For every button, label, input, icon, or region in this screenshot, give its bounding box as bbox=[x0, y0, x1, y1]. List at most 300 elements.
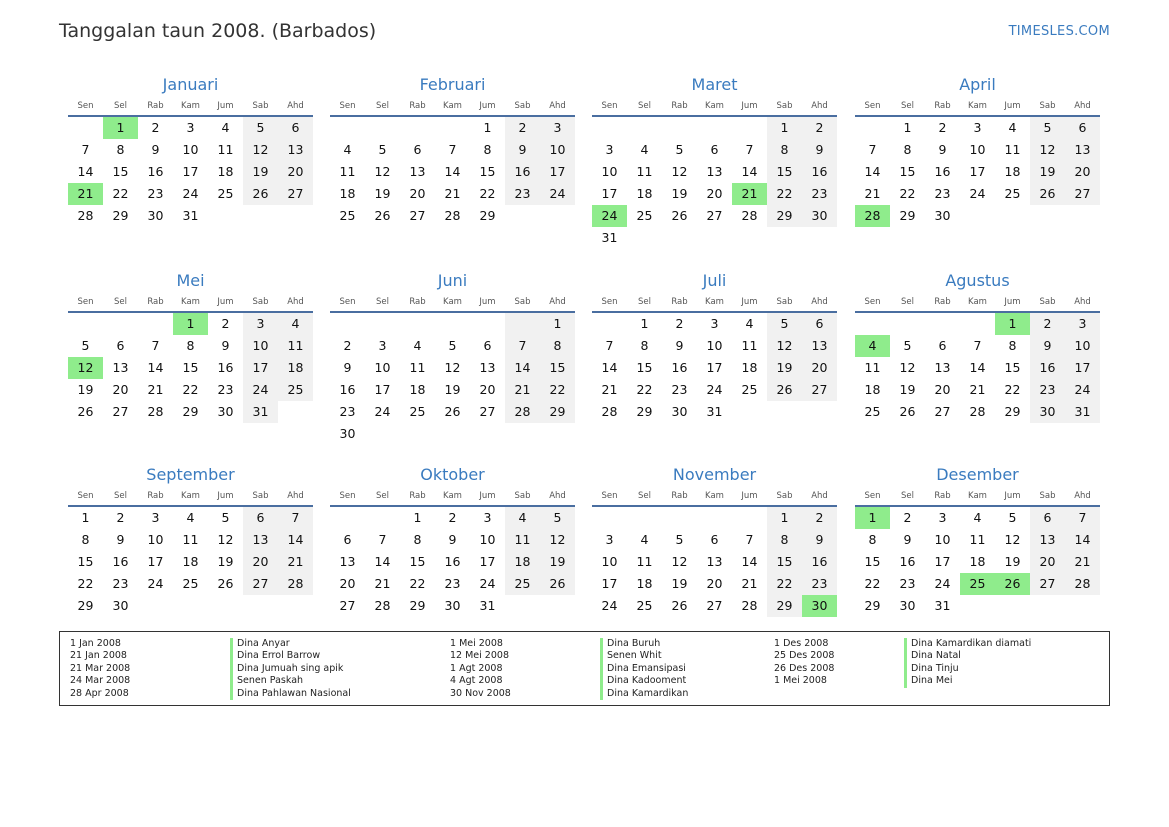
day-cell: 4 bbox=[186, 510, 195, 525]
holiday-legend bbox=[59, 631, 1110, 706]
day-cell: 31 bbox=[934, 598, 951, 613]
day-cell: 3 bbox=[186, 120, 195, 135]
weekday-label: Rab bbox=[934, 101, 951, 111]
empty-cell bbox=[767, 401, 802, 423]
day-cell: 3 bbox=[378, 338, 387, 353]
day-cell: 27 bbox=[706, 598, 723, 613]
empty-cell bbox=[627, 507, 662, 529]
empty-cell bbox=[400, 117, 435, 139]
empty-cell bbox=[732, 401, 767, 423]
month-name: November bbox=[672, 465, 757, 484]
weekday-label: Rab bbox=[671, 297, 688, 307]
day-cell: 10 bbox=[479, 532, 496, 547]
day-cell: 11 bbox=[864, 360, 881, 375]
site-link[interactable]: TIMESLES.COM bbox=[1008, 24, 1110, 39]
day-cell: 15 bbox=[1004, 360, 1021, 375]
day-cell: 25 bbox=[278, 379, 313, 401]
holiday-day-cell: 25 bbox=[960, 573, 995, 595]
day-cell: 29 bbox=[182, 404, 199, 419]
day-cell: 16 bbox=[339, 382, 356, 397]
day-cell: 19 bbox=[1030, 161, 1065, 183]
legend-holiday-name: Dina Pahlawan Nasional bbox=[230, 688, 351, 700]
day-cell: 11 bbox=[505, 529, 540, 551]
day-cell: 18 bbox=[339, 186, 356, 201]
empty-cell bbox=[802, 227, 837, 249]
day-cell: 15 bbox=[864, 554, 881, 569]
legend-holiday-name: Dina Kamardikan diamati bbox=[904, 638, 1031, 650]
day-cell: 18 bbox=[636, 186, 653, 201]
empty-cell bbox=[802, 401, 837, 423]
day-cell: 9 bbox=[903, 532, 912, 547]
weekday-label: Sel bbox=[376, 491, 389, 501]
weekday-label: Rab bbox=[147, 491, 164, 501]
weekday-label: Sab bbox=[1039, 101, 1056, 111]
day-cell: 10 bbox=[540, 139, 575, 161]
day-cell: 1 bbox=[767, 117, 802, 139]
day-cell: 12 bbox=[1004, 532, 1021, 547]
weekday-label: Sel bbox=[901, 297, 914, 307]
holiday-day-cell: 4 bbox=[855, 335, 890, 357]
empty-cell bbox=[173, 595, 208, 617]
day-cell: 2 bbox=[116, 510, 125, 525]
day-cell: 23 bbox=[339, 404, 356, 419]
weekday-header bbox=[592, 295, 837, 313]
day-cell: 31 bbox=[243, 401, 278, 423]
day-cell: 11 bbox=[741, 338, 758, 353]
empty-cell bbox=[1030, 205, 1065, 227]
weekday-label: Ahd bbox=[287, 491, 304, 501]
day-cell: 6 bbox=[710, 532, 719, 547]
month-name: September bbox=[146, 465, 235, 484]
weekday-label: Sen bbox=[77, 491, 94, 501]
month-name: Desember bbox=[936, 465, 1019, 484]
day-cell: 8 bbox=[903, 142, 912, 157]
day-cell: 24 bbox=[147, 576, 164, 591]
day-cell: 4 bbox=[505, 507, 540, 529]
day-cell: 5 bbox=[675, 532, 684, 547]
day-cell: 14 bbox=[374, 554, 391, 569]
weekday-label: Sab bbox=[776, 297, 793, 307]
day-cell: 11 bbox=[182, 532, 199, 547]
empty-cell bbox=[365, 507, 400, 529]
day-cell: 26 bbox=[671, 598, 688, 613]
day-grid bbox=[592, 313, 837, 423]
empty-cell bbox=[995, 595, 1030, 617]
holiday-day-cell: 21 bbox=[68, 183, 103, 205]
day-cell: 24 bbox=[706, 382, 723, 397]
empty-cell bbox=[103, 313, 138, 335]
day-cell: 15 bbox=[767, 161, 802, 183]
legend-date-column bbox=[450, 638, 511, 700]
empty-cell bbox=[732, 227, 767, 249]
weekday-label: Sel bbox=[638, 297, 651, 307]
legend-date: 1 Mei 2008 bbox=[774, 675, 827, 687]
day-cell: 19 bbox=[540, 551, 575, 573]
day-cell: 10 bbox=[182, 142, 199, 157]
day-cell: 29 bbox=[767, 595, 802, 617]
day-cell: 13 bbox=[479, 360, 496, 375]
day-cell: 28 bbox=[741, 208, 758, 223]
day-cell: 3 bbox=[973, 120, 982, 135]
legend-date-column bbox=[70, 638, 130, 700]
day-cell: 27 bbox=[706, 208, 723, 223]
day-cell: 7 bbox=[151, 338, 160, 353]
day-cell: 22 bbox=[409, 576, 426, 591]
weekday-label: Rab bbox=[409, 297, 426, 307]
day-cell: 31 bbox=[706, 404, 723, 419]
day-cell: 31 bbox=[479, 598, 496, 613]
month-name: Mei bbox=[176, 271, 205, 290]
day-cell: 19 bbox=[243, 161, 278, 183]
empty-cell bbox=[592, 507, 627, 529]
day-cell: 21 bbox=[444, 186, 461, 201]
day-cell: 7 bbox=[868, 142, 877, 157]
month-name: Oktober bbox=[420, 465, 485, 484]
day-cell: 15 bbox=[540, 357, 575, 379]
weekday-label: Sab bbox=[1039, 491, 1056, 501]
weekday-header bbox=[68, 489, 313, 507]
day-cell: 21 bbox=[1065, 551, 1100, 573]
day-cell: 10 bbox=[374, 360, 391, 375]
day-cell: 17 bbox=[969, 164, 986, 179]
day-cell: 17 bbox=[182, 164, 199, 179]
day-cell: 8 bbox=[81, 532, 90, 547]
weekday-header bbox=[68, 99, 313, 117]
month-name: Februari bbox=[419, 75, 486, 94]
day-cell: 13 bbox=[243, 529, 278, 551]
empty-cell bbox=[732, 507, 767, 529]
day-cell: 19 bbox=[671, 576, 688, 591]
day-cell: 27 bbox=[1065, 183, 1100, 205]
empty-cell bbox=[540, 595, 575, 617]
weekday-label: Sen bbox=[339, 101, 356, 111]
day-cell: 7 bbox=[745, 142, 754, 157]
day-cell: 17 bbox=[479, 554, 496, 569]
day-cell: 11 bbox=[636, 164, 653, 179]
day-grid bbox=[68, 313, 313, 423]
day-cell: 28 bbox=[1065, 573, 1100, 595]
weekday-label: Rab bbox=[147, 297, 164, 307]
day-cell: 12 bbox=[671, 554, 688, 569]
empty-cell bbox=[662, 507, 697, 529]
weekday-label: Jum bbox=[479, 297, 496, 307]
day-cell: 5 bbox=[1008, 510, 1017, 525]
day-cell: 29 bbox=[899, 208, 916, 223]
weekday-label: Sel bbox=[376, 297, 389, 307]
day-cell: 13 bbox=[934, 360, 951, 375]
day-cell: 3 bbox=[710, 316, 719, 331]
day-cell: 9 bbox=[802, 139, 837, 161]
day-cell: 14 bbox=[741, 554, 758, 569]
weekday-label: Kam bbox=[443, 491, 462, 501]
empty-cell bbox=[435, 313, 470, 335]
day-cell: 29 bbox=[479, 208, 496, 223]
empty-cell bbox=[1065, 595, 1100, 617]
day-cell: 23 bbox=[1030, 379, 1065, 401]
day-cell: 6 bbox=[243, 507, 278, 529]
day-cell: 15 bbox=[409, 554, 426, 569]
day-cell: 5 bbox=[903, 338, 912, 353]
empty-cell bbox=[505, 423, 540, 445]
weekday-label: Ahd bbox=[811, 101, 828, 111]
month-maret bbox=[592, 74, 837, 249]
day-cell: 20 bbox=[802, 357, 837, 379]
holiday-day-cell: 26 bbox=[995, 573, 1030, 595]
day-cell: 17 bbox=[934, 554, 951, 569]
month-agustus bbox=[855, 270, 1100, 423]
weekday-label: Sen bbox=[77, 297, 94, 307]
legend-name-column bbox=[600, 638, 688, 700]
day-cell: 25 bbox=[636, 208, 653, 223]
empty-cell bbox=[960, 595, 995, 617]
weekday-label: Kam bbox=[968, 297, 987, 307]
day-cell: 9 bbox=[938, 142, 947, 157]
day-cell: 23 bbox=[147, 186, 164, 201]
weekday-label: Jum bbox=[1004, 297, 1021, 307]
day-cell: 22 bbox=[479, 186, 496, 201]
day-cell: 16 bbox=[147, 164, 164, 179]
month-september bbox=[68, 464, 313, 617]
day-cell: 16 bbox=[899, 554, 916, 569]
legend-holiday-name: Dina Kamardikan bbox=[600, 688, 688, 700]
weekday-label: Sab bbox=[252, 491, 269, 501]
day-cell: 9 bbox=[116, 532, 125, 547]
weekday-label: Sel bbox=[901, 491, 914, 501]
legend-holiday-name: Dina Anyar bbox=[230, 638, 351, 650]
day-cell: 28 bbox=[601, 404, 618, 419]
weekday-label: Sel bbox=[638, 101, 651, 111]
empty-cell bbox=[470, 423, 505, 445]
weekday-label: Sen bbox=[601, 297, 618, 307]
day-cell: 9 bbox=[675, 338, 684, 353]
weekday-label: Kam bbox=[181, 491, 200, 501]
day-cell: 23 bbox=[802, 183, 837, 205]
day-cell: 4 bbox=[745, 316, 754, 331]
day-cell: 1 bbox=[413, 510, 422, 525]
holiday-day-cell: 1 bbox=[173, 313, 208, 335]
weekday-label: Sel bbox=[114, 101, 127, 111]
day-cell: 20 bbox=[479, 382, 496, 397]
weekday-label: Kam bbox=[443, 297, 462, 307]
weekday-label: Rab bbox=[409, 491, 426, 501]
day-cell: 18 bbox=[409, 382, 426, 397]
weekday-label: Sen bbox=[601, 491, 618, 501]
weekday-label: Jum bbox=[479, 101, 496, 111]
day-cell: 8 bbox=[1008, 338, 1017, 353]
legend-holiday-name: Dina Errol Barrow bbox=[230, 650, 351, 662]
day-cell: 12 bbox=[374, 164, 391, 179]
day-cell: 9 bbox=[343, 360, 352, 375]
day-cell: 6 bbox=[1030, 507, 1065, 529]
day-cell: 18 bbox=[182, 554, 199, 569]
day-cell: 16 bbox=[444, 554, 461, 569]
day-cell: 17 bbox=[147, 554, 164, 569]
day-cell: 18 bbox=[741, 360, 758, 375]
day-cell: 30 bbox=[147, 208, 164, 223]
day-cell: 17 bbox=[243, 357, 278, 379]
day-cell: 28 bbox=[278, 573, 313, 595]
legend-date: 28 Apr 2008 bbox=[70, 687, 129, 699]
weekday-label: Rab bbox=[409, 101, 426, 111]
day-cell: 8 bbox=[186, 338, 195, 353]
day-cell: 2 bbox=[938, 120, 947, 135]
empty-cell bbox=[627, 117, 662, 139]
day-cell: 5 bbox=[378, 142, 387, 157]
day-cell: 9 bbox=[221, 338, 230, 353]
day-cell: 6 bbox=[343, 532, 352, 547]
empty-cell bbox=[68, 313, 103, 335]
day-cell: 20 bbox=[1065, 161, 1100, 183]
legend-date: 30 Nov 2008 bbox=[450, 687, 511, 699]
holiday-day-cell: 21 bbox=[732, 183, 767, 205]
month-name: Juni bbox=[437, 271, 468, 290]
empty-cell bbox=[400, 313, 435, 335]
day-cell: 17 bbox=[601, 186, 618, 201]
legend-name-column bbox=[230, 638, 351, 700]
empty-cell bbox=[662, 117, 697, 139]
day-cell: 10 bbox=[706, 338, 723, 353]
day-cell: 8 bbox=[767, 529, 802, 551]
month-name: Januari bbox=[162, 75, 219, 94]
day-cell: 18 bbox=[636, 576, 653, 591]
empty-cell bbox=[435, 117, 470, 139]
day-cell: 19 bbox=[217, 554, 234, 569]
day-cell: 19 bbox=[671, 186, 688, 201]
weekday-label: Sen bbox=[601, 101, 618, 111]
day-cell: 28 bbox=[741, 598, 758, 613]
day-cell: 14 bbox=[505, 357, 540, 379]
day-cell: 10 bbox=[1065, 335, 1100, 357]
weekday-label: Sen bbox=[864, 491, 881, 501]
day-cell: 26 bbox=[77, 404, 94, 419]
empty-cell bbox=[697, 117, 732, 139]
empty-cell bbox=[662, 227, 697, 249]
legend-date: 25 Des 2008 bbox=[774, 650, 835, 662]
day-cell: 15 bbox=[112, 164, 129, 179]
day-cell: 26 bbox=[767, 379, 802, 401]
legend-holiday-name: Senen Whit bbox=[600, 650, 688, 662]
month-juli bbox=[592, 270, 837, 423]
legend-holiday-name: Senen Paskah bbox=[230, 675, 351, 687]
day-cell: 13 bbox=[802, 335, 837, 357]
month-juni bbox=[330, 270, 575, 445]
holiday-day-cell: 1 bbox=[855, 507, 890, 529]
day-cell: 18 bbox=[1004, 164, 1021, 179]
weekday-label: Ahd bbox=[1074, 297, 1091, 307]
empty-cell bbox=[925, 313, 960, 335]
day-cell: 12 bbox=[767, 335, 802, 357]
day-grid bbox=[855, 117, 1100, 227]
day-cell: 30 bbox=[339, 426, 356, 441]
day-cell: 24 bbox=[182, 186, 199, 201]
day-cell: 11 bbox=[339, 164, 356, 179]
day-cell: 28 bbox=[77, 208, 94, 223]
day-cell: 13 bbox=[1030, 529, 1065, 551]
weekday-label: Ahd bbox=[1074, 101, 1091, 111]
empty-cell bbox=[1065, 205, 1100, 227]
day-cell: 26 bbox=[217, 576, 234, 591]
legend-holiday-name: Dina Natal bbox=[904, 650, 1031, 662]
empty-cell bbox=[278, 401, 313, 423]
day-cell: 24 bbox=[1065, 379, 1100, 401]
weekday-header bbox=[592, 99, 837, 117]
day-cell: 29 bbox=[767, 205, 802, 227]
day-cell: 12 bbox=[540, 529, 575, 551]
day-cell: 6 bbox=[802, 313, 837, 335]
day-cell: 8 bbox=[868, 532, 877, 547]
day-cell: 28 bbox=[374, 598, 391, 613]
day-grid bbox=[592, 117, 837, 249]
day-cell: 22 bbox=[1004, 382, 1021, 397]
month-name: April bbox=[959, 75, 996, 94]
day-cell: 12 bbox=[243, 139, 278, 161]
day-cell: 29 bbox=[864, 598, 881, 613]
day-cell: 29 bbox=[1004, 404, 1021, 419]
day-cell: 21 bbox=[741, 576, 758, 591]
day-cell: 4 bbox=[1008, 120, 1017, 135]
day-cell: 3 bbox=[605, 532, 614, 547]
day-cell: 7 bbox=[605, 338, 614, 353]
day-cell: 19 bbox=[767, 357, 802, 379]
empty-cell bbox=[138, 595, 173, 617]
weekday-label: Sel bbox=[376, 101, 389, 111]
day-cell: 6 bbox=[483, 338, 492, 353]
day-cell: 22 bbox=[112, 186, 129, 201]
day-cell: 15 bbox=[767, 551, 802, 573]
empty-cell bbox=[505, 595, 540, 617]
day-cell: 5 bbox=[1030, 117, 1065, 139]
day-cell: 16 bbox=[934, 164, 951, 179]
day-cell: 20 bbox=[278, 161, 313, 183]
day-cell: 4 bbox=[343, 142, 352, 157]
day-cell: 30 bbox=[444, 598, 461, 613]
month-desember bbox=[855, 464, 1100, 617]
weekday-label: Sab bbox=[252, 101, 269, 111]
day-cell: 10 bbox=[243, 335, 278, 357]
weekday-header bbox=[855, 295, 1100, 313]
day-cell: 20 bbox=[1030, 551, 1065, 573]
day-cell: 17 bbox=[374, 382, 391, 397]
empty-cell bbox=[278, 205, 313, 227]
day-cell: 12 bbox=[444, 360, 461, 375]
empty-cell bbox=[138, 313, 173, 335]
day-cell: 2 bbox=[675, 316, 684, 331]
day-cell: 28 bbox=[969, 404, 986, 419]
weekday-label: Sab bbox=[514, 297, 531, 307]
day-cell: 12 bbox=[1030, 139, 1065, 161]
day-cell: 21 bbox=[601, 382, 618, 397]
weekday-label: Rab bbox=[147, 101, 164, 111]
weekday-label: Rab bbox=[671, 491, 688, 501]
weekday-label: Kam bbox=[443, 101, 462, 111]
day-cell: 11 bbox=[969, 532, 986, 547]
day-cell: 23 bbox=[934, 186, 951, 201]
empty-cell bbox=[960, 313, 995, 335]
weekday-header bbox=[330, 489, 575, 507]
day-cell: 19 bbox=[77, 382, 94, 397]
empty-cell bbox=[890, 313, 925, 335]
day-cell: 15 bbox=[479, 164, 496, 179]
weekday-label: Rab bbox=[934, 491, 951, 501]
weekday-label: Kam bbox=[181, 297, 200, 307]
day-cell: 7 bbox=[378, 532, 387, 547]
empty-cell bbox=[697, 227, 732, 249]
legend-name-column bbox=[904, 638, 1031, 688]
holiday-day-cell: 1 bbox=[995, 313, 1030, 335]
day-cell: 4 bbox=[640, 142, 649, 157]
day-cell: 14 bbox=[741, 164, 758, 179]
empty-cell bbox=[1030, 595, 1065, 617]
